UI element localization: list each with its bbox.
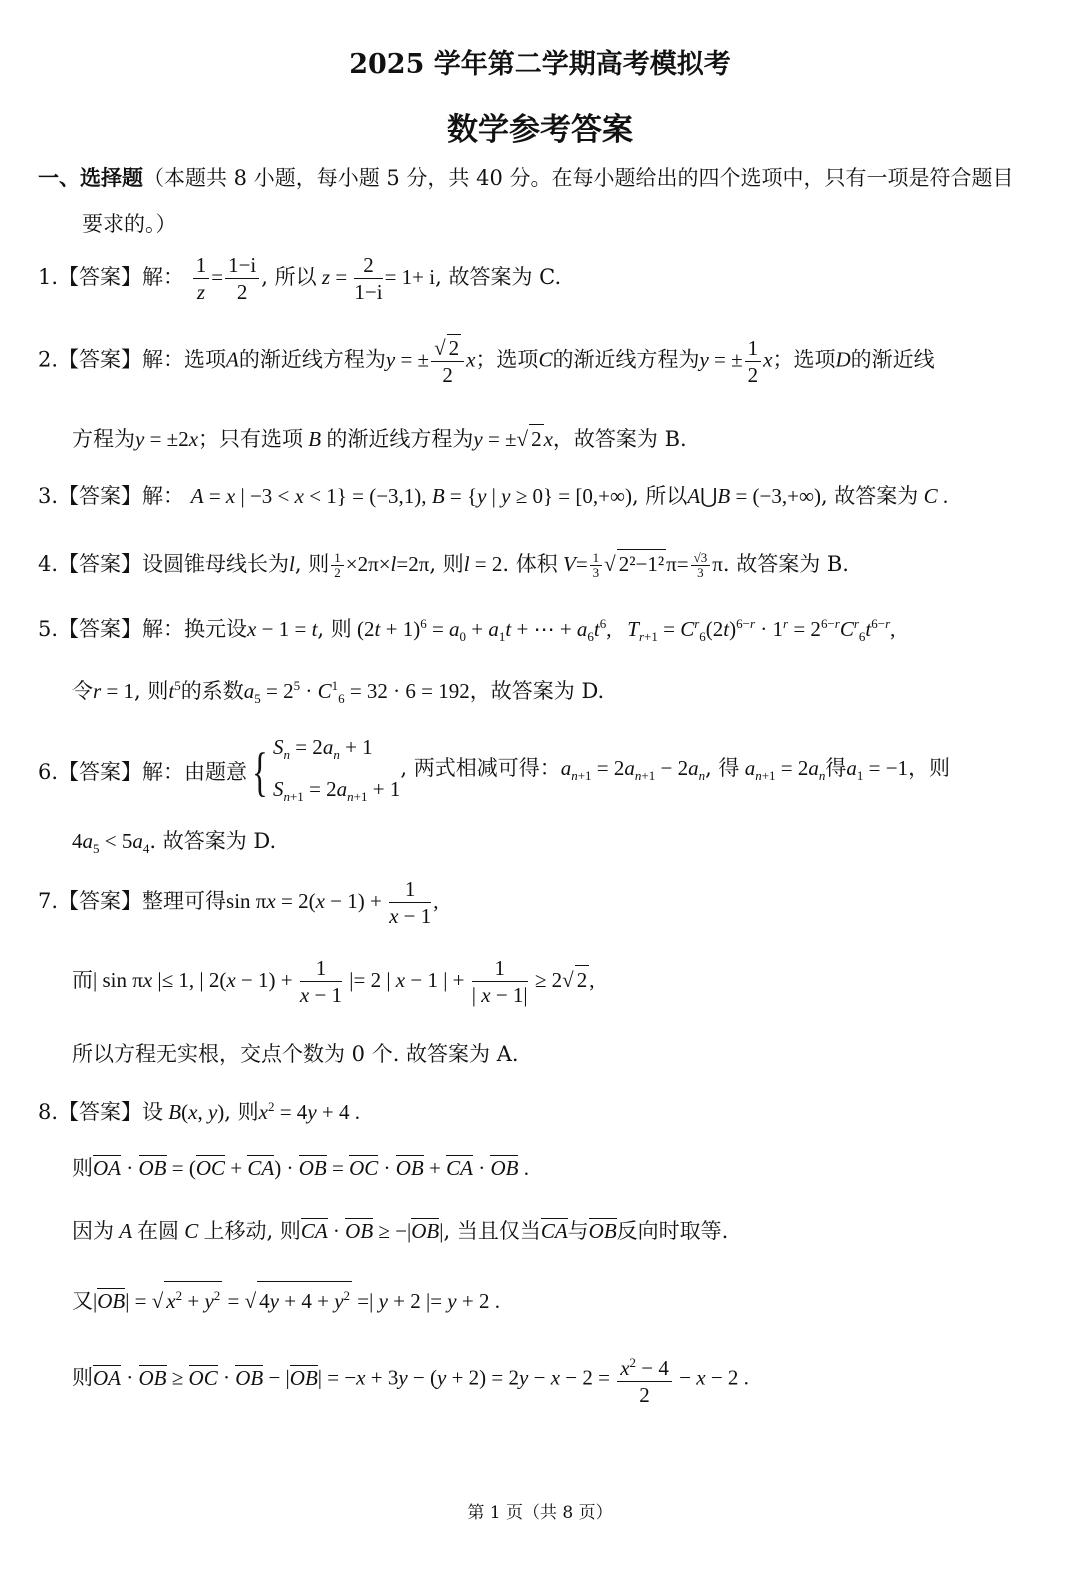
answer-7-line3: 所以方程无实根，交点个数为 0 个. 故答案为 A. (72, 1042, 519, 1066)
answer-4: 4.【答案】设圆锥母线长为l, 则 $\frac{1}{2}$ ×2π×l=2π, 则l = 2. 体积 V= $\frac{1}{3}$ √ 2²−1²π= $\frac{√3}{3}$ π. 故答案为 B. (38, 550, 849, 580)
answer-7: 7.【答案】整理可得sin πx = 2(x − 1) + $\frac{1}{x - 1}$ , (38, 877, 439, 928)
answer-8: 8.【答案】设 B(x, y), 则$x^2 = 4y + 4$ . (38, 1099, 360, 1124)
answer-8-line5: 则OA · OB ≥ OC · OB − |OB| = −x + 3y − (y + 2) = 2y − x − 2 = $\frac{x^2 - 4}{2}$ − x − 2 . (72, 1350, 749, 1408)
page-subtitle: 数学参考答案 (447, 112, 633, 148)
answer-5-line2: 令r = 1, 则$t^5$的系数$a_5 = 2^5 \cdot C^1_6 = 32 \cdot 6 = 192$，故答案为 D. (72, 678, 605, 707)
section-description: （本题共 8 小题，每小题 5 分，共 40 分。在每小题给出的四个选项中，只有一项是符合题目 (143, 166, 1014, 190)
answer-3: 3.【答案】解： A = x | −3 < x < 1} = (−3,1), B = {y | y ≥ 0} = [0,+∞), 所以A⋃B = (−3,+∞), 故答案为 C . (38, 484, 949, 508)
answer-6: 6.【答案】解：由题意{ $S_n = 2a_n + 1$ $S_{n+1} = 2a_{n+1} + 1$ , 两式相减可得：$a_{n+1} = 2a_{n+1} - 2a_n$, 得 $a_{n+1} = 2a_n$得$a_1 = -1$，则 (38, 735, 951, 805)
answer-2-line2: 方程为y = ±2x；只有选项 B 的渐近线方程为y = ±√ 2x，故答案为 B. (72, 424, 687, 453)
answer-8-line2: 则OA · OB = (OC + CA) · OB = OC · OB + CA · OB . (72, 1156, 529, 1180)
question-number: 1. (38, 265, 59, 289)
answer-1: 1.【答案】解： $\frac{1}{z}$ = $\frac{1-i}{2}$ , 所以 z = $\frac{2}{1-i}$ = 1+ i, 故答案为 C. (38, 253, 562, 304)
answer-5: 5.【答案】解：换元设x − 1 = t, 则 $(2t + 1)^6 = a_0 + a_1t$ + ⋯ + $a_6t^6$, $T_{r+1} = C^r_6(2t)^{6-r} \cdot 1^r = 2^{6-r}C^r_6t^{6-r}$, (38, 616, 896, 645)
answer-6-line2: $4a_5 < 5a_4$. 故答案为 D. (72, 829, 277, 857)
answer-8-line4: 又|OB| = √ $x^2 + y^2$ = √ $4y + 4 + y^2$ =| y + 2 |= y + 2 . (72, 1281, 500, 1315)
section-title: 一、选择题 (38, 165, 143, 190)
section-description-line2: 要求的。） (82, 212, 177, 236)
page-number: 第 1 页（共 8 页） (467, 1503, 613, 1523)
section-heading (38, 164, 1014, 192)
answer-2: 2.【答案】解：选项A的渐近线方程为y = ± $\frac{√ 2}{2}$ x；选项C的渐近线方程为y = ± $\frac{1}{2}$ x；选项D的渐近线 (38, 335, 935, 387)
answer-8-line3: 因为 A 在圆 C 上移动, 则CA · OB ≥ −|OB|, 当且仅当CA与OB反向时取等. (72, 1219, 729, 1243)
page-title: 2025 学年第二学期高考模拟考 (349, 49, 731, 80)
answer-tag: 【答案】 (58, 265, 143, 289)
answer-7-line2: 而| sin πx |≤ 1, | 2(x − 1) + $\frac{1}{x - 1}$ |= 2 | x − 1 | + $\frac{1}{| x - 1|}$ ≥ 2√ 2, (72, 956, 595, 1007)
